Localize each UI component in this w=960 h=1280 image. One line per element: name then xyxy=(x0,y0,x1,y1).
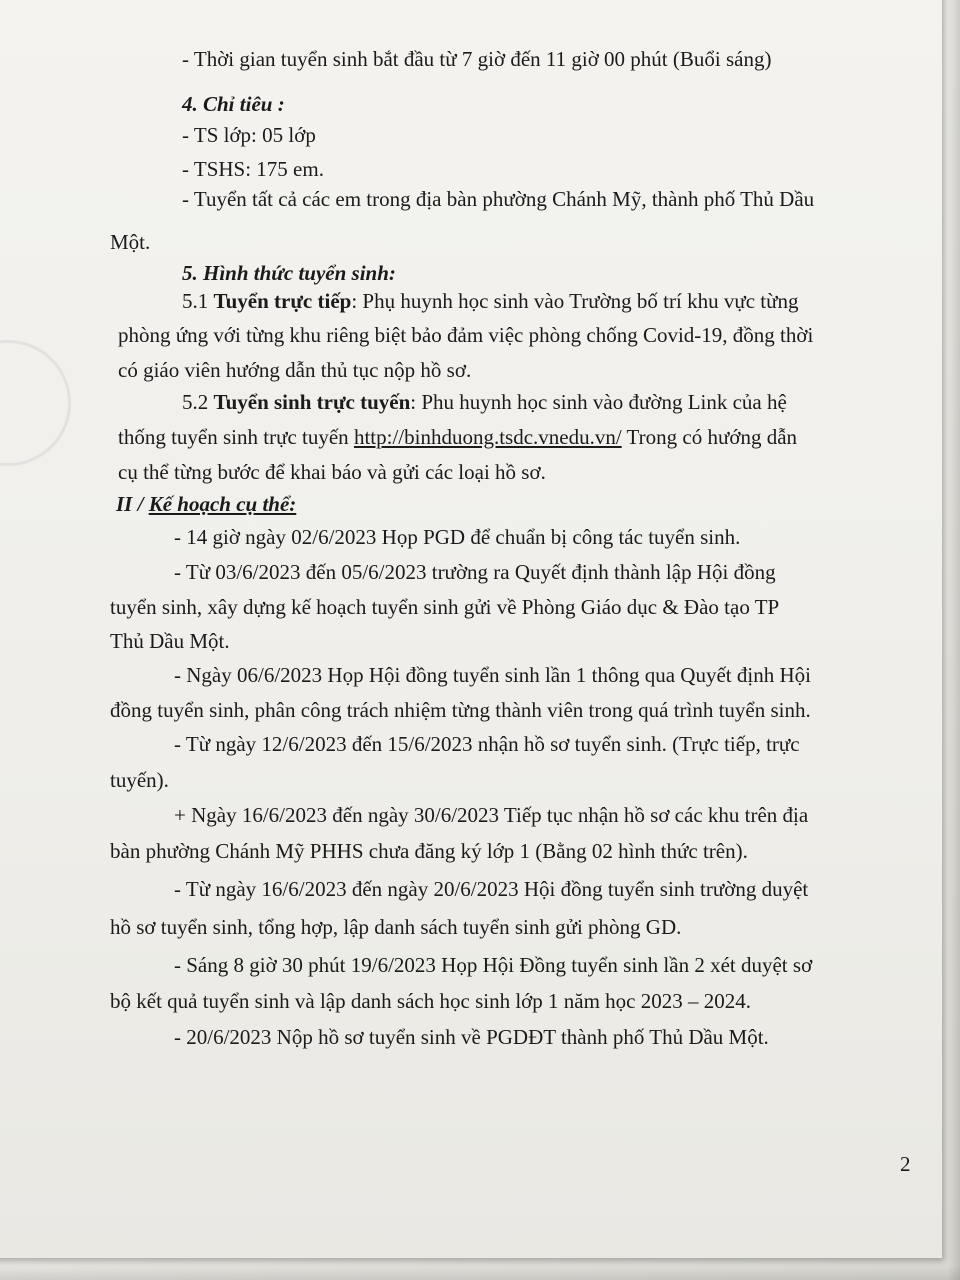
line-5-1-b: phòng ứng với từng khu riêng biệt bảo đảm việc phòng chống Covid-19, đồng thời xyxy=(118,323,814,347)
page-number: 2 xyxy=(900,1152,911,1176)
line-ts-lop: - TS lớp: 05 lớp xyxy=(182,123,316,147)
line-mot: Một. xyxy=(110,230,151,254)
line-ban-phuong: bàn phường Chánh Mỹ PHHS chưa đăng ký lớp 1 (Bằng 02 hình thức trên). xyxy=(110,839,748,863)
line-tu-ngay-12-6: - Từ ngày 12/6/2023 đến 15/6/2023 nhận hồ sơ tuyển sinh. (Trực tiếp, trực xyxy=(174,732,800,756)
line-5-1-a xyxy=(182,288,799,314)
line-tshs: - TSHS: 175 em. xyxy=(182,157,324,181)
line-tuyen-tat-ca: - Tuyển tất cả các em trong địa bàn phường Chánh Mỹ, thành phố Thủ Dầu xyxy=(182,187,815,211)
text-5-2-a: : Phu huynh học sinh vào đường Link của hệ xyxy=(410,390,787,414)
heading-chi-tieu: 4. Chỉ tiêu : xyxy=(182,92,285,116)
line-5-2-a xyxy=(182,389,787,415)
line-ngay-16-6: + Ngày 16/6/2023 đến ngày 30/6/2023 Tiếp tục nhận hồ sơ các khu trên địa xyxy=(174,803,809,827)
line-14-gio: - 14 giờ ngày 02/6/2023 Họp PGD để chuẩn bị công tác tuyển sinh. xyxy=(174,525,741,549)
edge-shadow xyxy=(948,0,960,1280)
line-ngay-06-6: - Ngày 06/6/2023 Họp Hội đồng tuyển sinh lần 1 thông qua Quyết định Hội xyxy=(174,663,811,687)
title-tuyen-truc-tiep: Tuyển trực tiếp xyxy=(213,289,352,313)
heading-ke-hoach-title: Kế hoạch cụ thể: xyxy=(148,492,297,516)
line-sang-8-gio: - Sáng 8 giờ 30 phút 19/6/2023 Họp Hội Đồng tuyển sinh lần 2 xét duyệt sơ xyxy=(174,953,813,977)
line-tuyen-sinh-xay-dung: tuyển sinh, xây dựng kế hoạch tuyển sinh gửi về Phòng Giáo dục & Đào tạo TP xyxy=(110,595,780,619)
line-bo-ket-qua: bộ kết quả tuyển sinh và lập danh sách học sinh lớp 1 năm học 2023 – 2024. xyxy=(110,989,751,1013)
line-5-2-c: cụ thể từng bước để khai báo và gửi các loại hồ sơ. xyxy=(118,460,546,484)
heading-ke-hoach-prefix: II / xyxy=(116,492,149,516)
line-dong-tuyen-sinh: đồng tuyển sinh, phân công trách nhiệm từng thành viên trong quá trình tuyển sinh. xyxy=(110,698,811,722)
line-5-2-b xyxy=(118,424,797,450)
line-tu-ngay-16-6: - Từ ngày 16/6/2023 đến ngày 20/6/2023 Hội đồng tuyển sinh trường duyệt xyxy=(174,877,809,901)
line-tuyen: tuyến). xyxy=(110,768,169,792)
text-5-2-b-post: Trong có hướng dẫn xyxy=(621,425,798,449)
line-thoi-gian: - Thời gian tuyển sinh bắt đầu từ 7 giờ đến 11 giờ 00 phút (Buổi sáng) xyxy=(182,47,772,71)
link-binhduong-tsdc[interactable]: http://binhduong.tsdc.vnedu.vn/ xyxy=(353,425,622,449)
label-5-2: 5.2 xyxy=(182,390,209,414)
bottom-shadow xyxy=(0,1266,960,1280)
title-tuyen-sinh-truc-tuyen: Tuyển sinh trực tuyến xyxy=(213,390,411,414)
line-tu-03-6: - Từ 03/6/2023 đến 05/6/2023 trường ra Quyết định thành lập Hội đồng xyxy=(174,560,776,584)
heading-hinh-thuc: 5. Hình thức tuyển sinh: xyxy=(182,261,396,285)
text-5-1-a: : Phụ huynh học sinh vào Trường bố trí khu vực từng xyxy=(351,289,799,313)
line-ho-so-tuyen-sinh: hồ sơ tuyển sinh, tổng hợp, lập danh sách tuyển sinh gửi phòng GD. xyxy=(110,915,682,939)
label-5-1: 5.1 xyxy=(182,289,209,313)
heading-ke-hoach xyxy=(116,491,296,517)
line-5-1-c: có giáo viên hướng dẫn thủ tục nộp hồ sơ. xyxy=(118,358,472,382)
line-20-6: - 20/6/2023 Nộp hồ sơ tuyển sinh về PGDĐT thành phố Thủ Dầu Một. xyxy=(174,1025,769,1049)
line-thu-dau-mot: Thủ Dầu Một. xyxy=(110,629,230,653)
text-5-2-b-pre: thống tuyển sinh trực tuyến xyxy=(118,425,354,449)
